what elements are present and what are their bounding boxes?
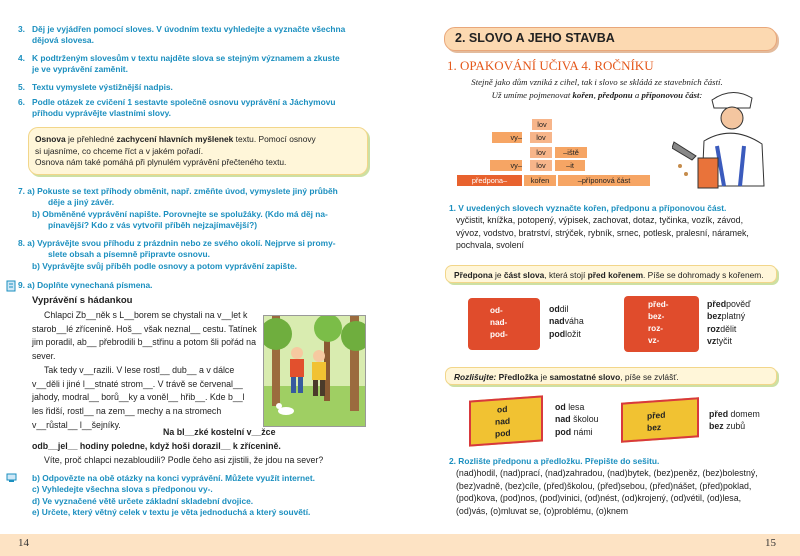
block-vy-1: vy– xyxy=(492,132,522,143)
page-footer-strip xyxy=(0,534,400,556)
page-footer-strip-right xyxy=(400,534,800,556)
task-2-words: (nad)hodil, (nad)prací, (nad)zahradou, (nad)bytek, (bez)peněz, (bez)bolestný, (bez)vadně, (bez)cíle, (před)školou, (před)sebou, (před)nášet, (před)poklad, (pod)kova, (pod)nos, (pod)vinici, (od)nést, (od)krojený, (od)vétil, (od)lesa, (od)vás, (o)mluvat se, (o)problému, (o)knem xyxy=(456,468,758,517)
block-lov-4: lov xyxy=(530,160,552,171)
story-title: Vyprávění s hádankou xyxy=(32,295,133,306)
task-2-right: 2. Rozlište předponu a předložku. Přepište do sešitu. xyxy=(449,456,660,466)
story-question: Víte, proč chlapci nezabloudili? Podle čeho asi zjistili, že jdou na sever? xyxy=(44,455,324,465)
flag-prepositions-1: od nad pod xyxy=(469,395,543,446)
task-8: 8. a) Vyprávějte svou příhodu z prázdnin nebo ze svého okolí. Nejprve si promy- slete obsah a písemně připravte osnovu. b) Vyprávějte svůj příběh podle osnovy a potom vyprávění zapište. xyxy=(18,238,336,271)
computer-icon xyxy=(6,473,17,485)
puzzle-words-2: předpověď bezplatný rozdělit vztyčit xyxy=(707,299,751,346)
story-text: Chlapci Zb__něk s L__borem se chystali na v__let k starob__lé zřícenině. Hoš__ však neznal__ cestu. Tatínek jim poradil, ab__ přebrodili b__střinu a potom šli pořád na sever. Tak tedy v__razili. V lese rostl__ dub__ a v dálce v__děli i jiné l__stnaté strom__. V trávě se červenal__ jahody, modral__ borů__ky a voněl__ hřib__. Kde b__l les řidší, rostl__ na zem__ mechy a na stromech v__růstal__ l__šejníky. xyxy=(32,310,257,430)
story-highlight-1: Na bl__zké kostelní v__žce xyxy=(163,427,276,437)
block-label-priponova: –příponová část xyxy=(558,175,650,186)
definition-predpona: Předpona je část slova, která stojí před kořenem. Píše se dohromady s kořenem. xyxy=(445,265,777,283)
block-vy-2: vy– xyxy=(490,160,522,171)
block-lov-2: lov xyxy=(530,132,552,143)
section-title: 1. OPAKOVÁNÍ UČIVA 4. ROČNÍKU xyxy=(447,58,654,73)
story-highlight-2: odb__jel__ hodiny poledne, když hoši dorazil__ k zřícenině. xyxy=(32,441,281,451)
task-9-subtasks: b) Odpovězte na obě otázky na konci vyprávění. Můžete využít internet. c) Vyhledejte všechna slova s předponou vy-. d) Ve vyznačené větě určete základní skladební dvojice. e) Určete, který větný celek v textu je věta jednoduchá a který souvětí. xyxy=(32,473,315,518)
task-1-words: vyčistit, knížka, potopený, výpisek, zachovat, dotaz, tyčinka, vozík, závod, vývoz, vodstvo, bratrství, strýček, rybník, srnec, potlesk, pralesní, náramek, pochvala, svolení xyxy=(456,215,749,251)
page-number-left: 14 xyxy=(18,537,29,549)
block-lov-1: lov xyxy=(532,119,552,130)
block-label-koren: kořen xyxy=(524,175,556,186)
chapter-heading: 2. SLOVO A JEHO STAVBA xyxy=(444,27,777,51)
flag-prepositions-2: před bez xyxy=(621,397,699,442)
forest-illustration xyxy=(263,315,366,427)
task-6: 6. Podle otázek ze cvičení 1 sestavte společně osnovu vyprávění a Jáchymovu příhodu vyprávějte vlastními slovy. xyxy=(18,97,336,119)
definition-box-osnova: Osnova je přehledné zachycení hlavních myšlenek textu. Pomocí osnovy si ujasníme, co chceme říct a v jakém pořadí. Osnova nám také pomáhá při plynulém vyprávění přečteného textu. xyxy=(28,127,368,175)
task-5: 5. Textu vymyslete výstižnější nadpis. xyxy=(18,82,173,92)
definition-predlozka: Rozlišujte: Předložka je samostatné slovo, píše se zvlášť. xyxy=(445,367,777,385)
puzzle-words-1: oddil nadváha podložit xyxy=(549,304,584,339)
block-lov-3: lov xyxy=(530,147,552,158)
task-9-heading: 9. a) Doplňte vynechaná písmena. xyxy=(18,280,153,290)
book-icon xyxy=(6,280,16,294)
puzzle-prefixes-1: od- nad- pod- xyxy=(468,298,540,350)
puzzle-prefixes-2: před- bez- roz- vz- xyxy=(624,296,699,352)
task-1-right: 1. V uvedených slovech vyznačte kořen, předponu a příponovou část. xyxy=(449,203,727,213)
block-iste: –iště xyxy=(555,147,587,158)
block-it: –it xyxy=(555,160,585,171)
task-7: 7. a) Pokuste se text příhody obměnit, např. změňte úvod, vymyslete jiný průběh děje a jiný závěr. b) Obměněné vyprávění napište. Porovnejte se spolužáky. (Kdo má děj na- pínavější? Kdo z vás vytvořil příběh nejzajímavější?) xyxy=(18,186,338,231)
intro-text: Stejně jako dům vzniká z cihel, tak i slovo se skládá ze stavebních částí. Už umíme pojmenovat kořen, předponu a příponovou část: xyxy=(471,77,723,100)
page-number-right: 15 xyxy=(765,537,776,549)
task-3: 3. Děj je vyjádřen pomocí sloves. V úvodním textu vyhledejte a vyznačte všechna dějová slovesa. xyxy=(18,24,346,46)
block-label-predpona: předpona– xyxy=(457,175,522,186)
flag-words-2: před domem bez zubů xyxy=(709,409,760,432)
bricklayer-illustration xyxy=(672,86,772,191)
task-4: 4. K podtrženým slovesům v textu najděte slova se stejným významem a zkuste je ve vyprávění zaměnit. xyxy=(18,53,340,75)
flag-words-1: od lesa nad školou pod námi xyxy=(555,402,599,437)
